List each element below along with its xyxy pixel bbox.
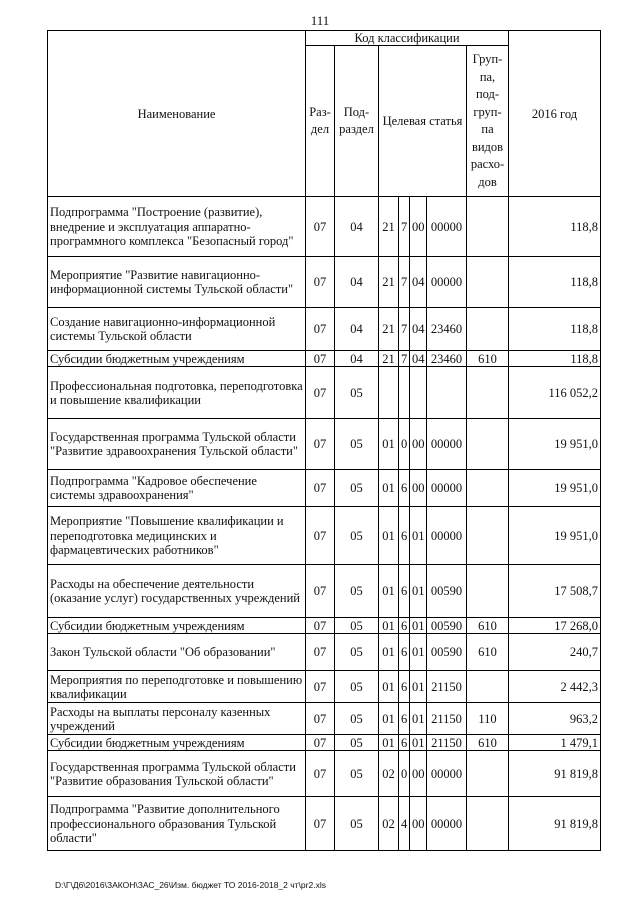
row-name: Закон Тульской области "Об образовании" — [48, 634, 306, 671]
row-target-direction: 00000 — [427, 197, 467, 257]
row-target-direction: 23460 — [427, 351, 467, 367]
table-row — [48, 197, 601, 257]
row-target-event: 00 — [410, 419, 427, 470]
row-subsection: 05 — [335, 470, 379, 507]
row-target-event: 00 — [410, 470, 427, 507]
row-amount: 118,8 — [509, 351, 601, 367]
row-target-direction: 00000 — [427, 751, 467, 797]
row-section: 07 — [306, 565, 335, 618]
row-expense-group — [467, 671, 509, 703]
row-expense-group: 110 — [467, 703, 509, 735]
row-target-event: 01 — [410, 618, 427, 634]
row-subsection: 05 — [335, 703, 379, 735]
row-target-subprogram: 0 — [399, 419, 410, 470]
row-section: 07 — [306, 351, 335, 367]
row-target-direction: 00000 — [427, 470, 467, 507]
row-target-program: 01 — [379, 507, 399, 565]
row-name: Профессиональная подготовка, переподготовка и повышение квалификации — [48, 367, 306, 419]
row-target-program: 01 — [379, 565, 399, 618]
row-target-event: 00 — [410, 797, 427, 851]
row-section: 07 — [306, 618, 335, 634]
row-target-direction: 00000 — [427, 419, 467, 470]
row-expense-group — [467, 367, 509, 419]
header-year: 2016 год — [509, 31, 601, 197]
row-section: 07 — [306, 703, 335, 735]
row-name: Подпрограмма "Построение (развитие), внедрение и эксплуатация аппаратно-программного комплекса "Безопасный город" — [48, 197, 306, 257]
row-expense-group — [467, 470, 509, 507]
row-name: Подпрограмма "Кадровое обеспечение системы здравоохранения" — [48, 470, 306, 507]
row-target-subprogram: 7 — [399, 257, 410, 308]
header-section: Раз- дел — [306, 46, 335, 197]
row-amount: 19 951,0 — [509, 470, 601, 507]
row-target-subprogram: 6 — [399, 634, 410, 671]
row-target-direction: 23460 — [427, 308, 467, 351]
row-target-subprogram: 6 — [399, 618, 410, 634]
row-subsection: 05 — [335, 419, 379, 470]
table-row — [48, 308, 601, 351]
row-name: Мероприятие "Развитие навигационно-информационной системы Тульской области" — [48, 257, 306, 308]
row-name: Субсидии бюджетным учреждениям — [48, 618, 306, 634]
row-target-program: 01 — [379, 735, 399, 751]
row-amount: 91 819,8 — [509, 797, 601, 851]
row-amount: 240,7 — [509, 634, 601, 671]
row-amount: 1 479,1 — [509, 735, 601, 751]
row-subsection: 05 — [335, 507, 379, 565]
row-amount: 118,8 — [509, 197, 601, 257]
row-subsection: 05 — [335, 735, 379, 751]
table-row — [48, 618, 601, 634]
header-expense-group: Груп- па, под- груп- па видов расхо- дов — [467, 46, 509, 197]
row-target-program: 01 — [379, 703, 399, 735]
row-expense-group — [467, 797, 509, 851]
row-expense-group — [467, 257, 509, 308]
header-code-group: Код классификации — [306, 31, 509, 46]
row-target-program: 21 — [379, 351, 399, 367]
row-expense-group — [467, 507, 509, 565]
row-target-direction: 00590 — [427, 634, 467, 671]
row-target-program: 01 — [379, 470, 399, 507]
row-section: 07 — [306, 634, 335, 671]
row-section: 07 — [306, 470, 335, 507]
row-subsection: 05 — [335, 367, 379, 419]
row-target-direction: 00590 — [427, 618, 467, 634]
row-section: 07 — [306, 751, 335, 797]
page-number: 111 — [310, 13, 330, 28]
row-subsection: 05 — [335, 618, 379, 634]
row-target-direction: 00590 — [427, 565, 467, 618]
row-subsection: 05 — [335, 634, 379, 671]
row-target-direction: 00000 — [427, 797, 467, 851]
header-target-article: Целевая статья — [379, 46, 467, 197]
row-target-event — [410, 367, 427, 419]
row-target-event: 01 — [410, 703, 427, 735]
row-expense-group — [467, 197, 509, 257]
row-target-subprogram: 7 — [399, 308, 410, 351]
row-target-program: 02 — [379, 797, 399, 851]
header-row — [48, 31, 601, 46]
row-target-program: 01 — [379, 618, 399, 634]
row-amount: 19 951,0 — [509, 419, 601, 470]
row-section: 07 — [306, 257, 335, 308]
table-row — [48, 470, 601, 507]
row-name: Мероприятие "Повышение квалификации и переподготовка медицинских и фармацевтических работников" — [48, 507, 306, 565]
row-target-program: 01 — [379, 671, 399, 703]
row-target-direction: 21150 — [427, 703, 467, 735]
row-target-subprogram — [399, 367, 410, 419]
table-row — [48, 671, 601, 703]
row-target-subprogram: 4 — [399, 797, 410, 851]
row-section: 07 — [306, 797, 335, 851]
row-amount: 116 052,2 — [509, 367, 601, 419]
row-name: Субсидии бюджетным учреждениям — [48, 735, 306, 751]
row-section: 07 — [306, 308, 335, 351]
row-amount: 17 268,0 — [509, 618, 601, 634]
row-target-subprogram: 0 — [399, 751, 410, 797]
row-expense-group: 610 — [467, 618, 509, 634]
row-target-direction: 21150 — [427, 671, 467, 703]
row-name: Субсидии бюджетным учреждениям — [48, 351, 306, 367]
table-row — [48, 751, 601, 797]
row-name: Мероприятия по переподготовке и повышению квалификации — [48, 671, 306, 703]
row-subsection: 05 — [335, 797, 379, 851]
row-expense-group: 610 — [467, 634, 509, 671]
row-amount: 91 819,8 — [509, 751, 601, 797]
table-row — [48, 507, 601, 565]
row-section: 07 — [306, 507, 335, 565]
table-row — [48, 565, 601, 618]
header-name: Наименование — [48, 31, 306, 197]
row-name: Расходы на выплаты персоналу казенных учреждений — [48, 703, 306, 735]
header-subsection: Под- раздел — [335, 46, 379, 197]
row-target-subprogram: 6 — [399, 507, 410, 565]
row-target-program: 01 — [379, 634, 399, 671]
row-target-program: 21 — [379, 308, 399, 351]
row-target-subprogram: 6 — [399, 703, 410, 735]
table-row — [48, 703, 601, 735]
row-section: 07 — [306, 197, 335, 257]
row-section: 07 — [306, 419, 335, 470]
row-target-event: 01 — [410, 507, 427, 565]
row-target-program: 01 — [379, 419, 399, 470]
row-target-event: 00 — [410, 197, 427, 257]
table-row — [48, 735, 601, 751]
row-amount: 2 442,3 — [509, 671, 601, 703]
row-target-subprogram: 6 — [399, 671, 410, 703]
row-target-event: 04 — [410, 308, 427, 351]
table-row — [48, 367, 601, 419]
row-amount: 17 508,7 — [509, 565, 601, 618]
row-subsection: 04 — [335, 308, 379, 351]
row-expense-group — [467, 308, 509, 351]
row-amount: 963,2 — [509, 703, 601, 735]
row-target-program: 02 — [379, 751, 399, 797]
row-target-subprogram: 6 — [399, 565, 410, 618]
row-section: 07 — [306, 671, 335, 703]
row-target-direction — [427, 367, 467, 419]
row-subsection: 05 — [335, 671, 379, 703]
row-amount: 19 951,0 — [509, 507, 601, 565]
row-target-subprogram: 6 — [399, 470, 410, 507]
row-target-subprogram: 6 — [399, 735, 410, 751]
row-name: Расходы на обеспечение деятельности (оказание услуг) государственных учреждений — [48, 565, 306, 618]
table-row — [48, 419, 601, 470]
file-path-footer: D:\Г\Д6\2016\ЗАКОН\ЗАС_26\Изм. бюджет ТО 2016-2018_2 чт\pr2.xls — [55, 880, 326, 890]
row-target-subprogram: 7 — [399, 197, 410, 257]
row-target-event: 01 — [410, 671, 427, 703]
row-target-program: 21 — [379, 257, 399, 308]
row-target-direction: 00000 — [427, 507, 467, 565]
row-name: Государственная программа Тульской области "Развитие здравоохранения Тульской области" — [48, 419, 306, 470]
row-amount: 118,8 — [509, 257, 601, 308]
row-expense-group — [467, 419, 509, 470]
row-subsection: 04 — [335, 257, 379, 308]
row-target-program: 21 — [379, 197, 399, 257]
row-target-event: 01 — [410, 565, 427, 618]
row-name: Создание навигационно-информационной системы Тульской области — [48, 308, 306, 351]
row-expense-group: 610 — [467, 735, 509, 751]
table-row — [48, 797, 601, 851]
row-name: Государственная программа Тульской области "Развитие образования Тульской области" — [48, 751, 306, 797]
row-subsection: 04 — [335, 351, 379, 367]
row-expense-group — [467, 565, 509, 618]
row-target-event: 04 — [410, 351, 427, 367]
row-target-direction: 21150 — [427, 735, 467, 751]
row-target-program — [379, 367, 399, 419]
row-amount: 118,8 — [509, 308, 601, 351]
row-subsection: 05 — [335, 751, 379, 797]
row-target-subprogram: 7 — [399, 351, 410, 367]
row-subsection: 04 — [335, 197, 379, 257]
budget-table — [47, 30, 601, 851]
table-row — [48, 351, 601, 367]
row-target-event: 04 — [410, 257, 427, 308]
row-target-direction: 00000 — [427, 257, 467, 308]
row-target-event: 01 — [410, 735, 427, 751]
row-expense-group — [467, 751, 509, 797]
row-section: 07 — [306, 367, 335, 419]
row-target-event: 01 — [410, 634, 427, 671]
table-row — [48, 634, 601, 671]
row-expense-group: 610 — [467, 351, 509, 367]
table-row — [48, 257, 601, 308]
row-name: Подпрограмма "Развитие дополнительного профессионального образования Тульской области" — [48, 797, 306, 851]
row-target-event: 00 — [410, 751, 427, 797]
row-section: 07 — [306, 735, 335, 751]
row-subsection: 05 — [335, 565, 379, 618]
